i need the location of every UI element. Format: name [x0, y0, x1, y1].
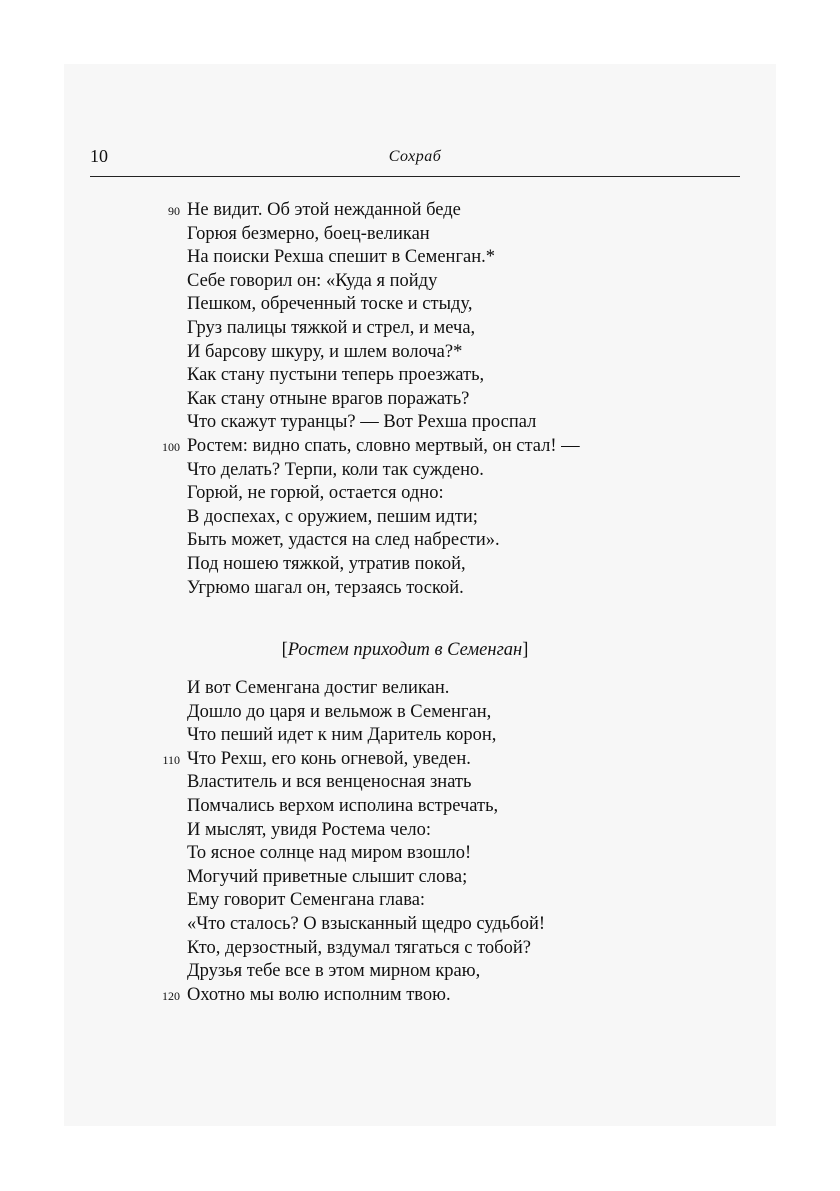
verse-text: И барсову шкуру, и шлем волоча?* — [187, 341, 463, 362]
header-rule — [90, 176, 740, 177]
verse-line — [150, 246, 710, 270]
verse-line — [150, 223, 710, 247]
verse-line — [150, 771, 710, 795]
verse-line — [150, 411, 710, 435]
verse-text: «Что сталось? О взысканный щедро судьбой! — [187, 913, 546, 934]
verse-text: Быть может, удастся на след набрести». — [187, 530, 500, 551]
verse-text: На поиски Рехша спешит в Семенган.* — [187, 247, 496, 268]
verse-text: Себе говорил он: «Куда я пойду — [187, 270, 438, 291]
verse-text: И вот Семенгана достиг великан. — [187, 678, 450, 698]
verse-text: Могучий приветные слышит слова; — [187, 866, 468, 887]
verse-line — [150, 701, 710, 725]
verse-line — [150, 506, 710, 530]
verse-text: Как стану пустыни теперь проезжать, — [187, 365, 485, 386]
verse-line — [150, 577, 710, 601]
verse-line — [150, 364, 710, 388]
verse-line — [150, 984, 710, 1008]
verse-text: Не видит. Об этой нежданной беде — [187, 200, 461, 220]
verse-text: Как стану отныне врагов поражать? — [187, 388, 470, 409]
verse-line — [150, 341, 710, 365]
section-heading — [150, 640, 660, 661]
verse-line — [150, 937, 710, 961]
stanza-1 — [150, 199, 710, 600]
verse-text: Угрюмо шагал он, терзаясь тоской. — [187, 577, 464, 598]
verse-line — [150, 842, 710, 866]
verse-text: Под ношею тяжкой, утратив покой, — [187, 553, 466, 574]
verse-text: Ростем: видно спать, словно мертвый, он стал! — — [187, 435, 580, 456]
verse-line — [150, 529, 710, 553]
verse-line — [150, 317, 710, 341]
verse-text: Груз палицы тяжкой и стрел, и меча, — [187, 317, 476, 338]
page-number: 10 — [90, 146, 108, 166]
verse-text: Дошло до царя и вельмож в Семенган, — [187, 701, 492, 722]
verse-line — [150, 293, 710, 317]
verse-text: И мыслят, увидя Ростема чело: — [187, 819, 432, 840]
verse-text: Что Рехш, его конь огневой, уведен. — [187, 748, 471, 769]
verse-text: Ему говорит Семенгана глава: — [187, 890, 426, 911]
running-title: Сохраб — [388, 148, 442, 165]
verse-line — [150, 388, 710, 412]
verse-line — [150, 553, 710, 577]
verse-line — [150, 866, 710, 890]
verse-line — [150, 819, 710, 843]
verse-line — [150, 913, 710, 937]
line-number: 90 — [168, 204, 180, 218]
verse-text: Горюя безмерно, боец-великан — [187, 223, 430, 244]
line-number: 110 — [162, 752, 180, 767]
page-header — [90, 146, 740, 178]
verse-line — [150, 482, 710, 506]
section-title: Ростем приходит в Семенган — [287, 640, 523, 660]
verse-line — [150, 459, 710, 483]
verse-text: Друзья тебе все в этом мирном краю, — [187, 961, 481, 982]
verse-text: Что делать? Терпи, коли так суждено. — [187, 459, 484, 480]
verse-text: Кто, дерзостный, вздумал тягаться с тобой? — [187, 937, 531, 958]
verse-line — [150, 795, 710, 819]
verse-text: Охотно мы волю исполним твою. — [187, 984, 451, 1005]
verse-line — [150, 748, 710, 772]
verse-line — [150, 677, 710, 701]
verse-text: Что пеший идет к ним Даритель корон, — [187, 725, 497, 746]
verse-line — [150, 199, 710, 223]
line-number: 120 — [162, 988, 180, 1003]
verse-line — [150, 435, 710, 459]
verse-line — [150, 960, 710, 984]
verse-text: В доспехах, с оружием, пешим идти; — [187, 506, 478, 527]
bracket-open: [ — [281, 640, 288, 660]
verse-text: То ясное солнце над миром взошло! — [187, 843, 472, 864]
stanza-2 — [150, 677, 710, 1007]
verse-line — [150, 724, 710, 748]
line-number: 100 — [162, 439, 180, 454]
verse-text: Помчались верхом исполина встречать, — [187, 795, 499, 816]
verse-text: Пешком, обреченный тоске и стыду, — [187, 294, 473, 315]
bracket-close: ] — [522, 640, 529, 660]
verse-line — [150, 889, 710, 913]
verse-line — [150, 270, 710, 294]
verse-text: Что скажут туранцы? — Вот Рехша проспал — [187, 412, 537, 433]
verse-text: Горюй, не горюй, остается одно: — [187, 483, 444, 504]
verse-text: Властитель и вся венценосная знать — [187, 772, 472, 793]
